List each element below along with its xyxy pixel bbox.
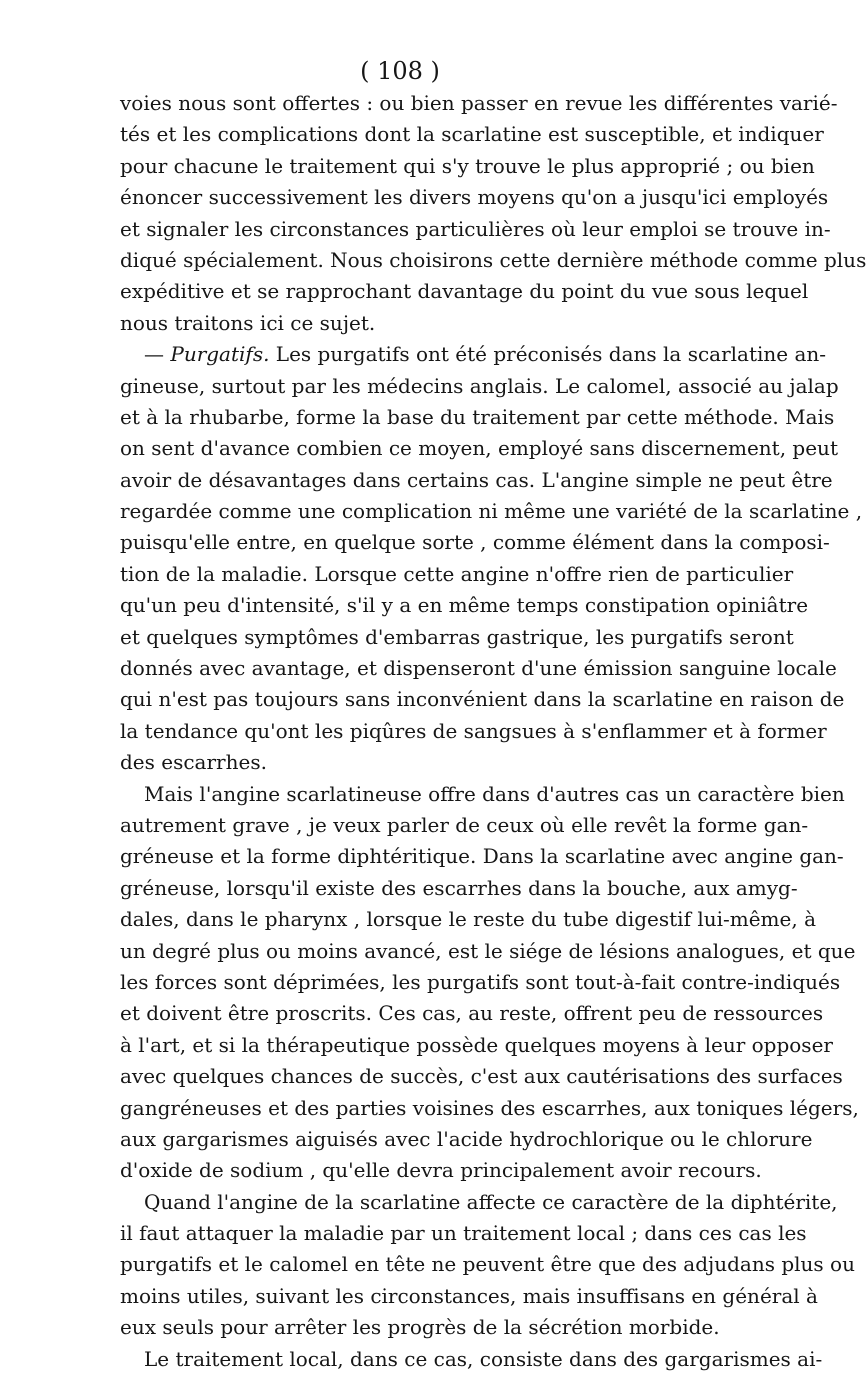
body-text bbox=[120, 88, 866, 1375]
text-line: pour chacune le traitement qui s'y trouve le plus approprié ; ou bien bbox=[120, 153, 815, 178]
text-line: et signaler les circonstances particulières où leur emploi se trouve in- bbox=[120, 216, 831, 241]
text-line: et quelques symptômes d'embarras gastrique, les purgatifs seront bbox=[120, 624, 794, 649]
text-line: gréneuse et la forme diphtéritique. Dans la scarlatine avec angine gan- bbox=[120, 844, 844, 869]
text-line: Mais l'angine scarlatineuse offre dans d'autres cas un caractère bien bbox=[144, 781, 845, 806]
text-line: la tendance qu'ont les piqûres de sangsues à s'enflammer et à former bbox=[120, 718, 827, 743]
text-line: regardée comme une complication ni même une variété de la scarlatine , bbox=[120, 499, 863, 524]
text-line: puisqu'elle entre, en quelque sorte , comme élément dans la composi- bbox=[120, 530, 830, 555]
text-line: voies nous sont offertes : ou bien passer en revue les différentes varié- bbox=[120, 91, 838, 115]
text-line: expéditive et se rapprochant davantage du point du vue sous lequel bbox=[120, 279, 809, 304]
text-line: Quand l'angine de la scarlatine affecte ce caractère de la diphtérite, bbox=[144, 1189, 838, 1214]
text-line: Le traitement local, dans ce cas, consiste dans des gargarismes ai- bbox=[144, 1346, 823, 1371]
text-line: dales, dans le pharynx , lorsque le reste du tube digestif lui-même, à bbox=[120, 907, 816, 932]
text-line: eux seuls pour arrêter les progrès de la sécrétion morbide. bbox=[120, 1315, 720, 1340]
text-line: purgatifs et le calomel en tête ne peuvent être que des adjudans plus ou bbox=[120, 1252, 855, 1277]
text-line: il faut attaquer la maladie par un traitement local ; dans ces cas les bbox=[120, 1221, 807, 1246]
text-line: gangréneuses et des parties voisines des escarrhes, aux toniques légers, bbox=[120, 1095, 859, 1120]
text-line: des escarrhes. bbox=[120, 750, 267, 775]
text-line: qu'un peu d'intensité, s'il y a en même temps constipation opiniâtre bbox=[120, 593, 809, 618]
text-line: les forces sont déprimées, les purgatifs sont tout-à-fait contre-indiqués bbox=[120, 969, 841, 994]
text-line: et doivent être proscrits. Ces cas, au reste, offrent peu de ressources bbox=[120, 1001, 824, 1026]
text-line: autrement grave , je veux parler de ceux où elle revêt la forme gan- bbox=[120, 812, 809, 837]
text-line bbox=[120, 339, 827, 370]
section-heading-italic: Purgatifs. bbox=[170, 342, 270, 367]
text-line: d'oxide de sodium , qu'elle devra principalement avoir recours. bbox=[120, 1158, 762, 1183]
text-line: qui n'est pas toujours sans inconvénient dans la scarlatine en raison de bbox=[120, 687, 845, 712]
text-line: énoncer successivement les divers moyens qu'on a jusqu'ici employés bbox=[120, 185, 829, 210]
text-line: aux gargarismes aiguisés avec l'acide hydrochlorique ou le chlorure bbox=[120, 1126, 813, 1151]
text-line: gineuse, surtout par les médecins anglais. Le calomel, associé au jalap bbox=[120, 373, 839, 398]
text-line: gréneuse, lorsqu'il existe des escarrhes dans la bouche, aux amyg- bbox=[120, 875, 798, 900]
text-line: on sent d'avance combien ce moyen, employé sans discernement, peut bbox=[120, 436, 838, 461]
text-line: à l'art, et si la thérapeutique possède quelques moyens à leur opposer bbox=[120, 1032, 833, 1057]
text-line: moins utiles, suivant les circonstances, mais insuffisans en général à bbox=[120, 1283, 818, 1308]
text-line: diqué spécialement. Nous choisirons cette dernière méthode comme plus bbox=[120, 247, 866, 272]
text-line: tés et les complications dont la scarlatine est susceptible, et indiquer bbox=[120, 122, 824, 147]
dash-prefix: — bbox=[144, 342, 171, 367]
page-number: ( 108 ) bbox=[360, 57, 440, 85]
text-line: nous traitons ici ce sujet. bbox=[120, 310, 376, 335]
text-line: donnés avec avantage, et dispenseront d'une émission sanguine locale bbox=[120, 656, 837, 681]
text-line: tion de la maladie. Lorsque cette angine n'offre rien de particulier bbox=[120, 561, 794, 586]
text-line: avoir de désavantages dans certains cas. L'angine simple ne peut être bbox=[120, 467, 833, 492]
text-line: et à la rhubarbe, forme la base du traitement par cette méthode. Mais bbox=[120, 404, 835, 429]
text-line: un degré plus ou moins avancé, est le siége de lésions analogues, et que bbox=[120, 938, 856, 963]
text-line: avec quelques chances de succès, c'est aux cautérisations des surfaces bbox=[120, 1064, 843, 1089]
line-text: Les purgatifs ont été préconisés dans la scarlatine an- bbox=[269, 342, 827, 367]
